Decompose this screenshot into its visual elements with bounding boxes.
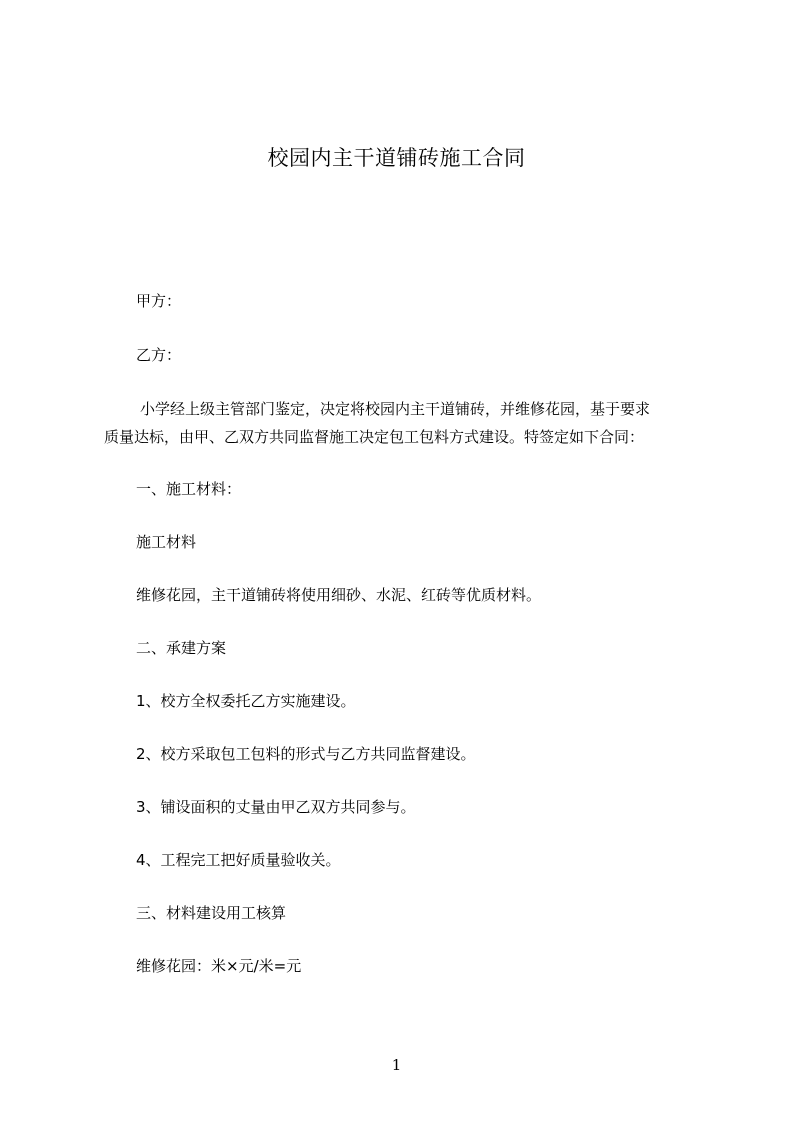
section-3-text: 维修花园：米×元/米=元 <box>136 957 302 975</box>
section-3-heading: 三、材料建设用工核算 <box>136 904 287 922</box>
party-a-label: 甲方： <box>136 292 182 310</box>
section-1-text: 维修花园，主干道铺砖将使用细砂、水泥、红砖等优质材料。 <box>136 586 542 604</box>
list-item: 4、工程完工把好质量验收关。 <box>136 851 341 869</box>
section-2-heading: 二、承建方案 <box>136 639 227 657</box>
document-title: 校园内主干道铺砖施工合同 <box>267 146 526 170</box>
list-item: 1、校方全权委托乙方实施建设。 <box>136 692 356 710</box>
party-b-label: 乙方： <box>136 346 182 364</box>
section-1-subheading: 施工材料 <box>136 533 197 551</box>
list-item: 2、校方采取包工包料的形式与乙方共同监督建设。 <box>136 745 476 763</box>
intro-paragraph: 小学经上级主管部门鉴定，决定将校园内主干道铺砖，并维修花园，基于要求质量达标，由甲、乙双方共同监督施工决定包工包料方式建设。特签定如下合同： <box>104 400 651 446</box>
list-item: 3、铺设面积的丈量由甲乙双方共同参与。 <box>136 798 416 816</box>
section-1-heading: 一、施工材料： <box>136 480 242 498</box>
page-number: 1 <box>391 1056 402 1074</box>
